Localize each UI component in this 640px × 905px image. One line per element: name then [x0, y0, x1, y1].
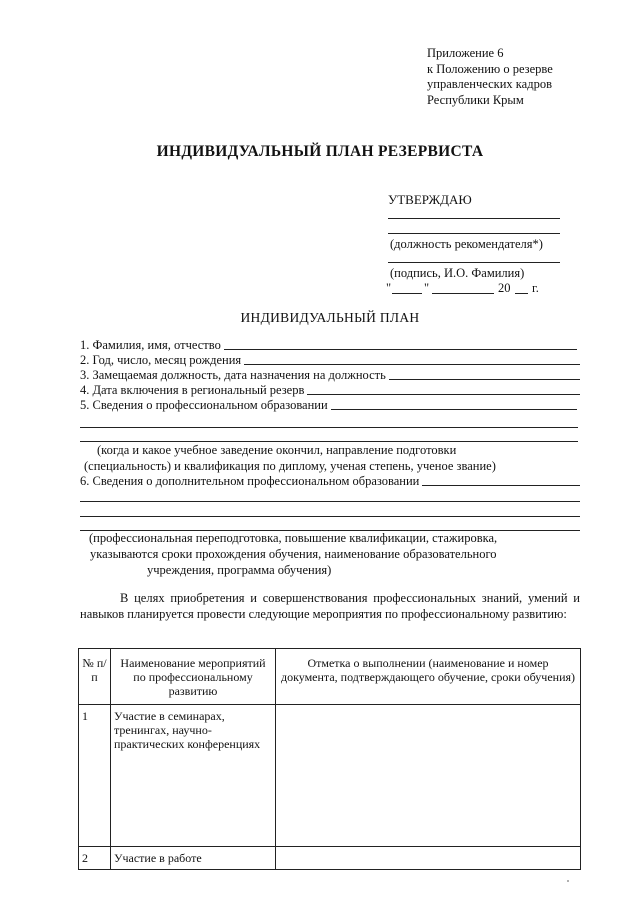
appendix-note — [427, 46, 627, 108]
field-label: 5. Сведения о профессиональном образовании — [80, 398, 328, 412]
field-fill-line[interactable] — [244, 364, 580, 365]
field-fill-line[interactable] — [307, 394, 580, 395]
field-fill-line[interactable] — [331, 409, 577, 410]
signature-blank-line[interactable] — [388, 262, 560, 263]
date-close-quote: " — [424, 281, 430, 295]
additional-note-line: (профессиональная переподготовка, повышение квалификации, стажировка, — [89, 531, 498, 545]
field-additional-education — [80, 474, 580, 488]
position-blank-line[interactable] — [388, 233, 560, 234]
header-activity: Наименование мероприятий по профессиональному развитию — [111, 649, 276, 705]
position-label: (должность рекомендателя*) — [390, 237, 543, 251]
approval-heading: УТВЕРЖДАЮ — [388, 192, 472, 207]
plan-subtitle: ИНДИВИДУАЛЬНЫЙ ПЛАН — [240, 310, 420, 325]
field-education — [80, 398, 577, 412]
date-year-blank[interactable] — [515, 293, 528, 294]
table-header-row — [79, 649, 581, 705]
field-birth-date — [80, 353, 580, 367]
field-fill-line[interactable] — [389, 379, 580, 380]
date-open-quote: " — [386, 281, 392, 295]
table-row — [79, 847, 581, 870]
field-fill-line[interactable] — [224, 349, 577, 350]
appendix-line: Приложение 6 — [427, 46, 504, 60]
field-position — [80, 368, 580, 382]
field-full-name — [80, 338, 577, 352]
education-note-line: (специальность) и квалификация по диплому, ученая степень, ученое звание) — [84, 459, 496, 473]
row-number: 2 — [79, 847, 111, 870]
field-label: 6. Сведения о дополнительном профессиональном образовании — [80, 474, 420, 488]
header-completion-mark: Отметка о выполнении (наименование и номер документа, подтверждающего обучение, сроки обучения) — [276, 649, 581, 705]
field-fill-line[interactable] — [422, 485, 580, 486]
row-number: 1 — [79, 705, 111, 847]
field-label: 1. Фамилия, имя, отчество — [80, 338, 221, 352]
table-row — [79, 705, 581, 847]
row-completion-mark[interactable] — [276, 847, 581, 870]
date-day-blank[interactable] — [392, 293, 422, 294]
row-activity: Участие в работе — [111, 847, 276, 870]
development-plan-table — [78, 648, 581, 870]
field-label: 3. Замещаемая должность, дата назначения на должность — [80, 368, 386, 382]
additional-education-line[interactable] — [80, 516, 580, 517]
additional-note-line: учреждения, программа обучения) — [147, 563, 332, 577]
approval-blank-line[interactable] — [388, 218, 560, 219]
field-label: 2. Год, число, месяц рождения — [80, 353, 242, 367]
appendix-line: управленческих кадров — [427, 77, 552, 91]
development-paragraph — [80, 590, 580, 622]
row-completion-mark[interactable] — [276, 705, 581, 847]
row-activity: Участие в семинарах, тренингах, научно-практических конференциях — [111, 705, 276, 847]
additional-education-line[interactable] — [80, 501, 580, 502]
date-month-blank[interactable] — [432, 293, 494, 294]
field-label: 4. Дата включения в региональный резерв — [80, 383, 305, 397]
signature-label: (подпись, И.О. Фамилия) — [390, 266, 525, 280]
document-title: ИНДИВИДУАЛЬНЫЙ ПЛАН РЕЗЕРВИСТА — [156, 143, 484, 160]
education-line[interactable] — [80, 427, 578, 428]
field-reserve-date — [80, 383, 580, 397]
scan-speck — [567, 880, 569, 882]
appendix-line: к Положению о резерве — [427, 61, 553, 76]
header-number: № п/п — [79, 649, 111, 705]
education-note-line: (когда и какое учебное заведение окончил, направление подготовки — [97, 443, 457, 457]
date-year-prefix: 20 — [498, 281, 511, 295]
paragraph-text: В целях приобретения и совершенствования профессиональных знаний, умений и навыков планируется провести следующие мероприятия по профессиональному развитию: — [80, 591, 580, 621]
additional-note-line: указываются сроки прохождения обучения, наименование образовательного — [90, 547, 497, 561]
date-year-suffix: г. — [532, 281, 539, 295]
appendix-line: Республики Крым — [427, 92, 524, 107]
